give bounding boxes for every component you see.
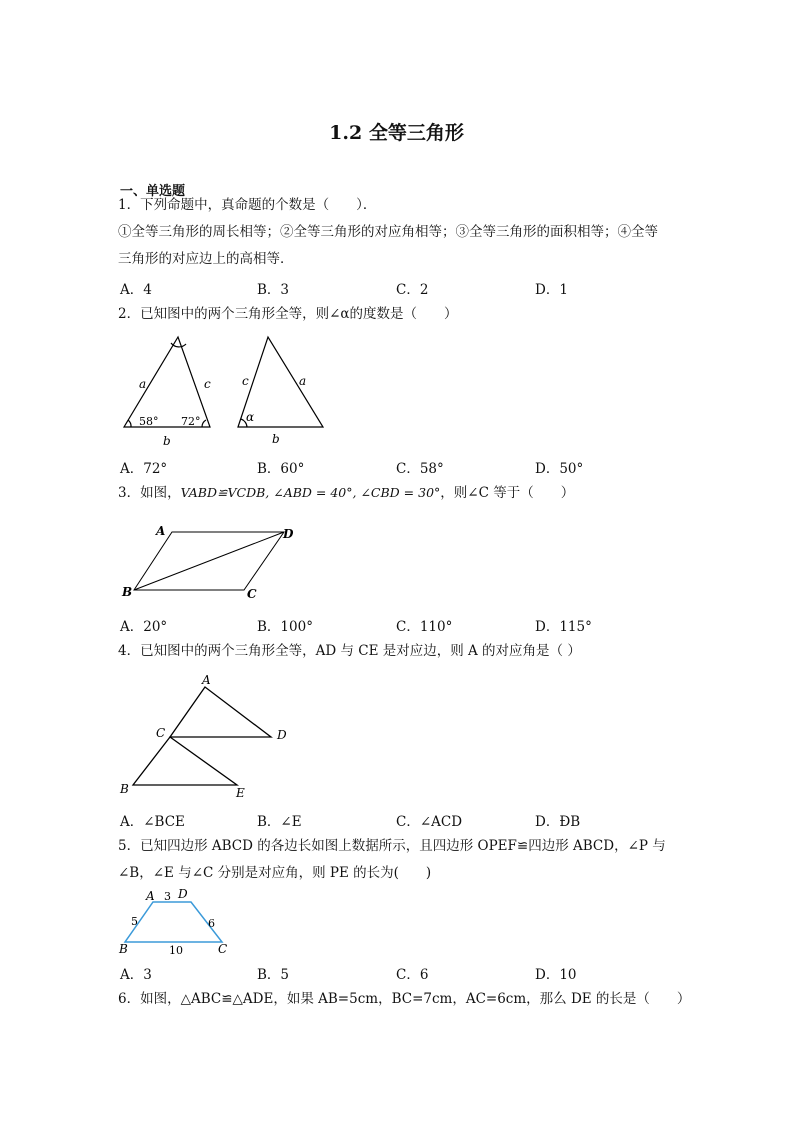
q5-label-c: C: [218, 942, 228, 956]
q4-option-a: A．∠BCE: [120, 814, 185, 830]
q4-option-b: B．∠E: [257, 814, 302, 830]
q3-option-b: B．100°: [257, 619, 313, 635]
q1-body-line2: 三角形的对应边上的高相等．: [118, 251, 294, 267]
q1-stem: 1．下列命题中，真命题的个数是（ ）．: [118, 197, 377, 213]
q4-stem: 4．已知图中的两个三角形全等，AD 与 CE 是对应边，则 A 的对应角是（ ）: [118, 643, 581, 659]
q3-stem-prefix: 3．如图，: [118, 485, 181, 501]
q2-angle-58: 58°: [139, 415, 159, 428]
q4-label-e: E: [236, 786, 245, 800]
q1-option-c: C．2: [396, 282, 429, 298]
q5-option-b: B．5: [257, 967, 290, 983]
q2-left-a: a: [139, 377, 147, 391]
q4-label-c: C: [156, 726, 166, 740]
q5-option-d: D．10: [535, 967, 577, 983]
section-heading: 一、单选题: [120, 184, 186, 199]
q2-left-b: b: [163, 434, 171, 448]
q2-right-b: b: [272, 432, 280, 446]
q2-right-c: c: [242, 374, 249, 388]
q5-option-c: C．6: [396, 967, 429, 983]
q3-stem-suffix: ，则∠C 等于（ ）: [440, 485, 575, 501]
q4-label-a: A: [202, 673, 211, 687]
q5-label-d: D: [178, 887, 188, 901]
q3-stem-math: VABD≌VCDB, ∠ABD = 40°, ∠CBD = 30°: [180, 485, 441, 500]
q5-label-b: B: [119, 942, 128, 956]
q4-option-c: C．∠ACD: [396, 814, 463, 830]
q5-option-a: A．3: [120, 967, 152, 983]
q4-option-d: D．ÐB: [535, 814, 581, 830]
q3-option-c: C．110°: [396, 619, 453, 635]
q2-option-b: B．60°: [257, 461, 305, 477]
q6-stem: 6．如图，△ABC≌△ADE，如果 AB=5cm，BC=7cm，AC=6cm，那么 DE 的长是（ ）: [118, 991, 691, 1007]
q1-option-a: A．4: [120, 282, 152, 298]
q2-angle-72: 72°: [181, 415, 201, 428]
q5-label-bottom: 10: [169, 944, 183, 957]
q5-stem-line2: ∠B，∠E 与∠C 分别是对应角，则 PE 的长为( ): [118, 865, 432, 881]
q5-label-right: 6: [208, 917, 215, 930]
q2-alpha: α: [246, 410, 255, 424]
q1-option-d: D．1: [535, 282, 568, 298]
q2-stem: 2．已知图中的两个三角形全等，则∠α的度数是（ ）: [118, 306, 458, 322]
q3-label-b: B: [122, 585, 133, 599]
q2-option-c: C．58°: [396, 461, 444, 477]
q3-option-d: D．115°: [535, 619, 592, 635]
q3-label-d: D: [283, 527, 294, 541]
q2-right-a: a: [299, 374, 307, 388]
q2-option-a: A．72°: [120, 461, 168, 477]
q4-label-d: D: [277, 728, 287, 742]
q5-stem-line1: 5．已知四边形 ABCD 的各边长如图上数据所示，且四边形 OPEF≌四边形 ABCD，∠P 与: [118, 838, 666, 854]
q3-option-a: A．20°: [120, 619, 168, 635]
q5-label-top: 3: [164, 890, 171, 903]
q4-label-b: B: [120, 782, 129, 796]
q2-left-c: c: [204, 377, 211, 391]
q2-option-d: D．50°: [535, 461, 584, 477]
page-title: 1.2 全等三角形: [329, 122, 464, 144]
q1-option-b: B．3: [257, 282, 290, 298]
q3-label-c: C: [247, 587, 257, 601]
q5-label-a: A: [146, 889, 155, 903]
q3-label-a: A: [156, 524, 166, 538]
q5-label-left: 5: [131, 915, 138, 928]
q1-body-line1: ①全等三角形的周长相等；②全等三角形的对应角相等；③全等三角形的面积相等；④全等: [118, 224, 658, 240]
